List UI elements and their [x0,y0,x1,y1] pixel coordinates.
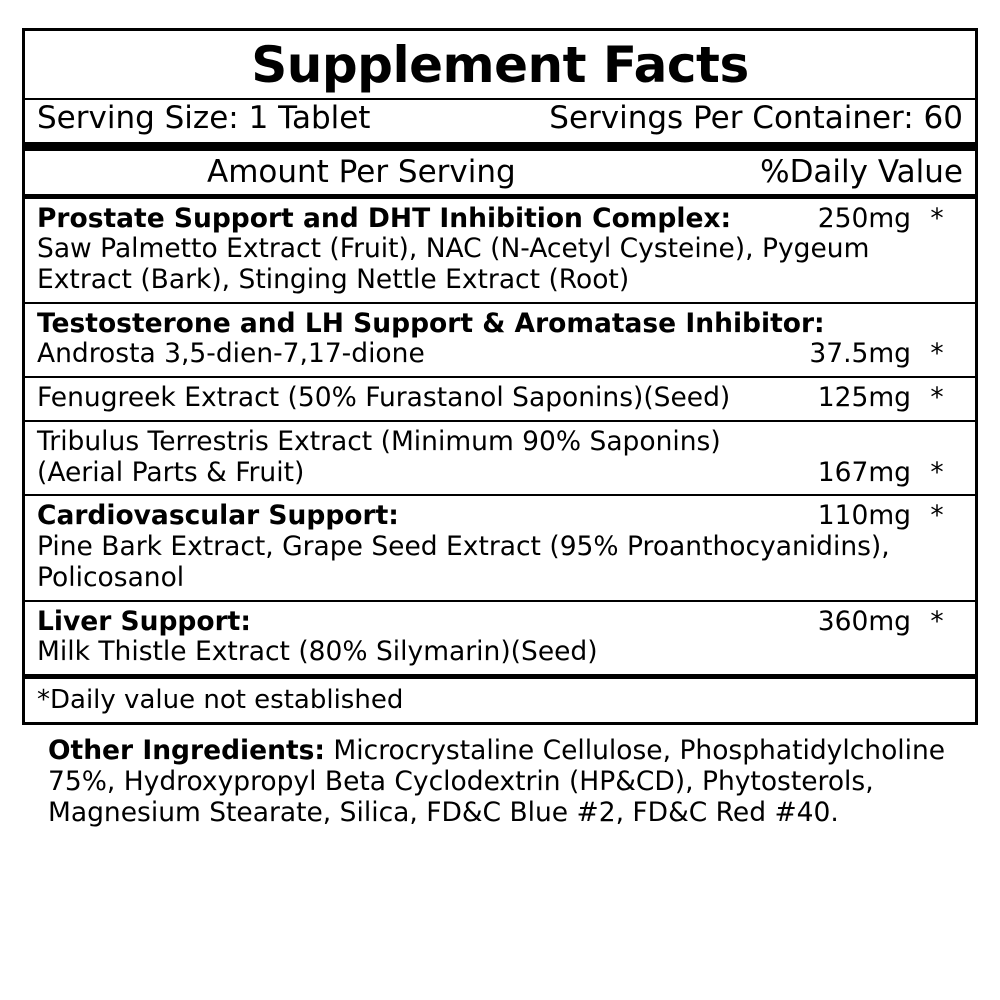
ingredient-block [25,422,975,494]
ingredient-daily-value: * [930,338,944,370]
other-ingredients-section [22,725,978,828]
ingredient-sub-line [37,339,963,370]
ingredient-block [25,378,975,420]
ingredient-amount: 250mg [817,202,911,234]
serving-info-row [25,100,975,142]
ingredient-name: Prostate Support and DHT Inhibition Complex: [37,202,732,234]
ingredient-daily-value: * [930,500,944,532]
ingredient-detail-line: Extract (Bark), Stinging Nettle Extract (Root) [37,263,630,295]
daily-value-footnote: *Daily value not established [37,685,404,716]
daily-value-header: %Daily Value [760,153,963,190]
divider-thick-top [25,142,975,151]
ingredient-amount: 110mg [817,500,911,532]
ingredient-sub-name: Androsta 3,5-dien-7,17-dione [37,338,425,370]
ingredient-sub-line [37,458,963,489]
ingredient-amount: 125mg [817,382,911,414]
ingredient-block [25,496,975,599]
ingredient-daily-value: * [930,382,944,414]
serving-size: Serving Size: 1 Tablet [37,99,371,136]
panel-title: Supplement Facts [251,36,749,94]
ingredient-amount: 167mg [817,456,911,488]
ingredient-main-line [37,607,963,638]
ingredient-detail-line: Pine Bark Extract, Grape Seed Extract (95% Proanthocyanidins), [37,531,890,563]
ingredient-block [25,199,975,302]
ingredient-block [25,602,975,674]
ingredient-main-line [37,204,963,235]
other-ingredients-heading: Other Ingredients: [48,735,325,767]
ingredient-main-line [37,501,963,532]
ingredient-amount: 360mg [817,605,911,637]
supplement-facts-box [22,28,978,725]
ingredient-daily-value: * [930,456,944,488]
ingredient-daily-value: * [930,605,944,637]
ingredient-main-line [37,383,963,414]
ingredient-main-line [37,309,963,340]
other-ingredients-line: Microcrystaline Cellulose, Phosphatidylcholine [325,735,946,767]
ingredient-sub-name: (Aerial Parts & Fruit) [37,456,305,488]
other-ingredients-line: Magnesium Stearate, Silica, FD&C Blue #2, FD&C Red #40. [48,797,839,829]
ingredient-daily-value: * [930,202,944,234]
ingredient-name: Tribulus Terrestris Extract (Minimum 90% Saponins) [37,425,721,457]
column-headers-row [25,151,975,194]
ingredient-detail-line: Milk Thistle Extract (80% Silymarin)(Seed) [37,636,598,668]
ingredient-name: Liver Support: [37,605,251,637]
other-ingredients-first-line [48,735,952,766]
ingredient-block [25,304,975,376]
amount-per-serving-header: Amount Per Serving [207,153,516,190]
ingredient-name: Cardiovascular Support: [37,500,399,532]
ingredient-name: Fenugreek Extract (50% Furastanol Saponins)(Seed) [37,382,731,414]
ingredient-amount: 37.5mg [809,338,911,370]
other-ingredients-line: 75%, Hydroxypropyl Beta Cyclodextrin (HP&CD), Phytosterols, [48,766,874,798]
servings-per-container: Servings Per Container: 60 [549,99,963,136]
ingredient-detail-line: Policosanol [37,561,185,593]
ingredient-detail-line: Saw Palmetto Extract (Fruit), NAC (N-Acetyl Cysteine), Pygeum [37,233,870,265]
ingredient-main-line [37,427,963,458]
ingredient-name: Testosterone and LH Support & Aromatase Inhibitor: [37,307,825,339]
